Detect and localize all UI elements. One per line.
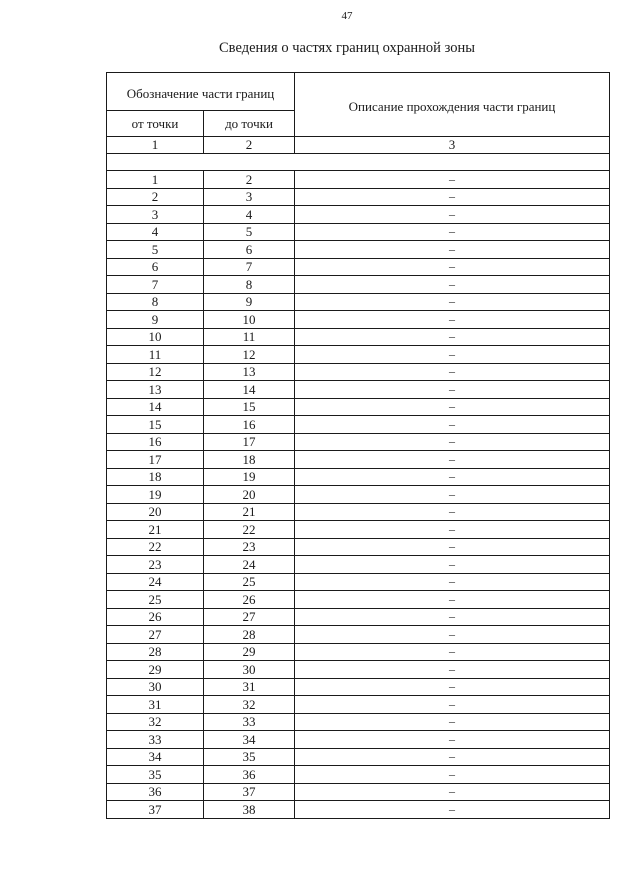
- table-row: [107, 433, 610, 451]
- from-point-cell: 4: [107, 223, 204, 241]
- table-row: [107, 258, 610, 276]
- to-point-cell: 5: [204, 223, 295, 241]
- table-row: [107, 293, 610, 311]
- document-title: Сведения о частях границ охранной зоны: [219, 40, 475, 56]
- to-point-cell: 33: [204, 713, 295, 731]
- description-cell: –: [295, 713, 610, 731]
- from-point-cell: 34: [107, 748, 204, 766]
- table-row: [107, 766, 610, 784]
- description-cell: –: [295, 363, 610, 381]
- from-point-cell: 17: [107, 451, 204, 469]
- description-cell: –: [295, 241, 610, 259]
- table-row: [107, 573, 610, 591]
- description-cell: –: [295, 626, 610, 644]
- to-point-cell: 36: [204, 766, 295, 784]
- description-cell: –: [295, 223, 610, 241]
- to-point-cell: 37: [204, 783, 295, 801]
- table-row: [107, 381, 610, 399]
- from-point-cell: 9: [107, 311, 204, 329]
- table-row: [107, 398, 610, 416]
- table-row: [107, 556, 610, 574]
- to-point-cell: 13: [204, 363, 295, 381]
- to-point-cell: 31: [204, 678, 295, 696]
- to-point-cell: 11: [204, 328, 295, 346]
- description-cell: –: [295, 678, 610, 696]
- description-cell: –: [295, 451, 610, 469]
- description-cell: –: [295, 783, 610, 801]
- table-row: [107, 626, 610, 644]
- to-point-cell: 35: [204, 748, 295, 766]
- description-cell: –: [295, 766, 610, 784]
- from-point-cell: 2: [107, 188, 204, 206]
- from-point-cell: 19: [107, 486, 204, 504]
- description-cell: –: [295, 188, 610, 206]
- from-point-cell: 31: [107, 696, 204, 714]
- header-to-point: до точки: [204, 111, 295, 137]
- to-point-cell: 29: [204, 643, 295, 661]
- description-cell: –: [295, 171, 610, 189]
- to-point-cell: 3: [204, 188, 295, 206]
- table-header: [107, 73, 610, 154]
- from-point-cell: 20: [107, 503, 204, 521]
- description-cell: –: [295, 801, 610, 819]
- table-row: [107, 643, 610, 661]
- to-point-cell: 34: [204, 731, 295, 749]
- from-point-cell: 8: [107, 293, 204, 311]
- from-point-cell: 22: [107, 538, 204, 556]
- to-point-cell: 8: [204, 276, 295, 294]
- description-cell: –: [295, 328, 610, 346]
- table-row: [107, 608, 610, 626]
- description-cell: –: [295, 696, 610, 714]
- from-point-cell: 37: [107, 801, 204, 819]
- header-boundary-designation: [107, 73, 295, 111]
- header-from-point: от точки: [107, 111, 204, 137]
- to-point-cell: 16: [204, 416, 295, 434]
- table-body: [107, 154, 610, 819]
- to-point-cell: 6: [204, 241, 295, 259]
- from-point-cell: 15: [107, 416, 204, 434]
- table-row: [107, 311, 610, 329]
- from-point-cell: 28: [107, 643, 204, 661]
- header-boundary-designation-label: Обозначение части границ: [126, 85, 275, 101]
- boundary-parts-table: [106, 72, 610, 819]
- header-description: [295, 73, 610, 137]
- table-row: [107, 206, 610, 224]
- from-point-cell: 13: [107, 381, 204, 399]
- from-point-cell: 7: [107, 276, 204, 294]
- column-number-2: 2: [204, 137, 295, 154]
- table-row: [107, 276, 610, 294]
- from-point-cell: 11: [107, 346, 204, 364]
- table-row: [107, 538, 610, 556]
- to-point-cell: 30: [204, 661, 295, 679]
- from-point-cell: 30: [107, 678, 204, 696]
- from-point-cell: 6: [107, 258, 204, 276]
- to-point-cell: 21: [204, 503, 295, 521]
- column-number-3: 3: [295, 137, 610, 154]
- from-point-cell: 35: [107, 766, 204, 784]
- table-row: [107, 661, 610, 679]
- table-row: [107, 416, 610, 434]
- to-point-cell: 19: [204, 468, 295, 486]
- from-point-cell: 36: [107, 783, 204, 801]
- spacer-row: [107, 154, 610, 171]
- table-row: [107, 363, 610, 381]
- from-point-cell: 33: [107, 731, 204, 749]
- from-point-cell: 23: [107, 556, 204, 574]
- header-description-label: Описание прохождения части границ: [348, 98, 556, 114]
- to-point-cell: 2: [204, 171, 295, 189]
- from-point-cell: 25: [107, 591, 204, 609]
- to-point-cell: 10: [204, 311, 295, 329]
- table-row: [107, 503, 610, 521]
- table-row: [107, 223, 610, 241]
- from-point-cell: 3: [107, 206, 204, 224]
- description-cell: –: [295, 748, 610, 766]
- description-cell: –: [295, 503, 610, 521]
- to-point-cell: 4: [204, 206, 295, 224]
- table-row: [107, 801, 610, 819]
- description-cell: –: [295, 608, 610, 626]
- to-point-cell: 18: [204, 451, 295, 469]
- to-point-cell: 32: [204, 696, 295, 714]
- from-point-cell: 1: [107, 171, 204, 189]
- to-point-cell: 14: [204, 381, 295, 399]
- to-point-cell: 22: [204, 521, 295, 539]
- table-row: [107, 346, 610, 364]
- description-cell: –: [295, 556, 610, 574]
- from-point-cell: 21: [107, 521, 204, 539]
- from-point-cell: 5: [107, 241, 204, 259]
- description-cell: –: [295, 381, 610, 399]
- to-point-cell: 23: [204, 538, 295, 556]
- table-row: [107, 521, 610, 539]
- table-row: [107, 783, 610, 801]
- description-cell: –: [295, 416, 610, 434]
- from-point-cell: 27: [107, 626, 204, 644]
- description-cell: –: [295, 591, 610, 609]
- from-point-cell: 26: [107, 608, 204, 626]
- spacer-cell: [107, 154, 610, 171]
- description-cell: –: [295, 346, 610, 364]
- table-row: [107, 468, 610, 486]
- to-point-cell: 24: [204, 556, 295, 574]
- to-point-cell: 9: [204, 293, 295, 311]
- to-point-cell: 25: [204, 573, 295, 591]
- description-cell: –: [295, 468, 610, 486]
- table-row: [107, 171, 610, 189]
- to-point-cell: 26: [204, 591, 295, 609]
- to-point-cell: 38: [204, 801, 295, 819]
- table-row: [107, 748, 610, 766]
- to-point-cell: 28: [204, 626, 295, 644]
- page-number: 47: [341, 10, 353, 22]
- from-point-cell: 18: [107, 468, 204, 486]
- to-point-cell: 17: [204, 433, 295, 451]
- to-point-cell: 12: [204, 346, 295, 364]
- description-cell: –: [295, 311, 610, 329]
- description-cell: –: [295, 486, 610, 504]
- description-cell: –: [295, 521, 610, 539]
- table-row: [107, 451, 610, 469]
- description-cell: –: [295, 258, 610, 276]
- column-number-1: 1: [107, 137, 204, 154]
- from-point-cell: 16: [107, 433, 204, 451]
- from-point-cell: 24: [107, 573, 204, 591]
- description-cell: –: [295, 293, 610, 311]
- description-cell: –: [295, 276, 610, 294]
- to-point-cell: 7: [204, 258, 295, 276]
- description-cell: –: [295, 538, 610, 556]
- from-point-cell: 10: [107, 328, 204, 346]
- table-row: [107, 713, 610, 731]
- description-cell: –: [295, 643, 610, 661]
- to-point-cell: 15: [204, 398, 295, 416]
- description-cell: –: [295, 731, 610, 749]
- table-row: [107, 696, 610, 714]
- to-point-cell: 20: [204, 486, 295, 504]
- from-point-cell: 32: [107, 713, 204, 731]
- table-row: [107, 591, 610, 609]
- table-row: [107, 486, 610, 504]
- to-point-cell: 27: [204, 608, 295, 626]
- from-point-cell: 12: [107, 363, 204, 381]
- from-point-cell: 14: [107, 398, 204, 416]
- description-cell: –: [295, 661, 610, 679]
- table-row: [107, 678, 610, 696]
- description-cell: –: [295, 206, 610, 224]
- table-row: [107, 241, 610, 259]
- table-row: [107, 188, 610, 206]
- table-row: [107, 731, 610, 749]
- description-cell: –: [295, 398, 610, 416]
- description-cell: –: [295, 433, 610, 451]
- description-cell: –: [295, 573, 610, 591]
- table-row: [107, 328, 610, 346]
- from-point-cell: 29: [107, 661, 204, 679]
